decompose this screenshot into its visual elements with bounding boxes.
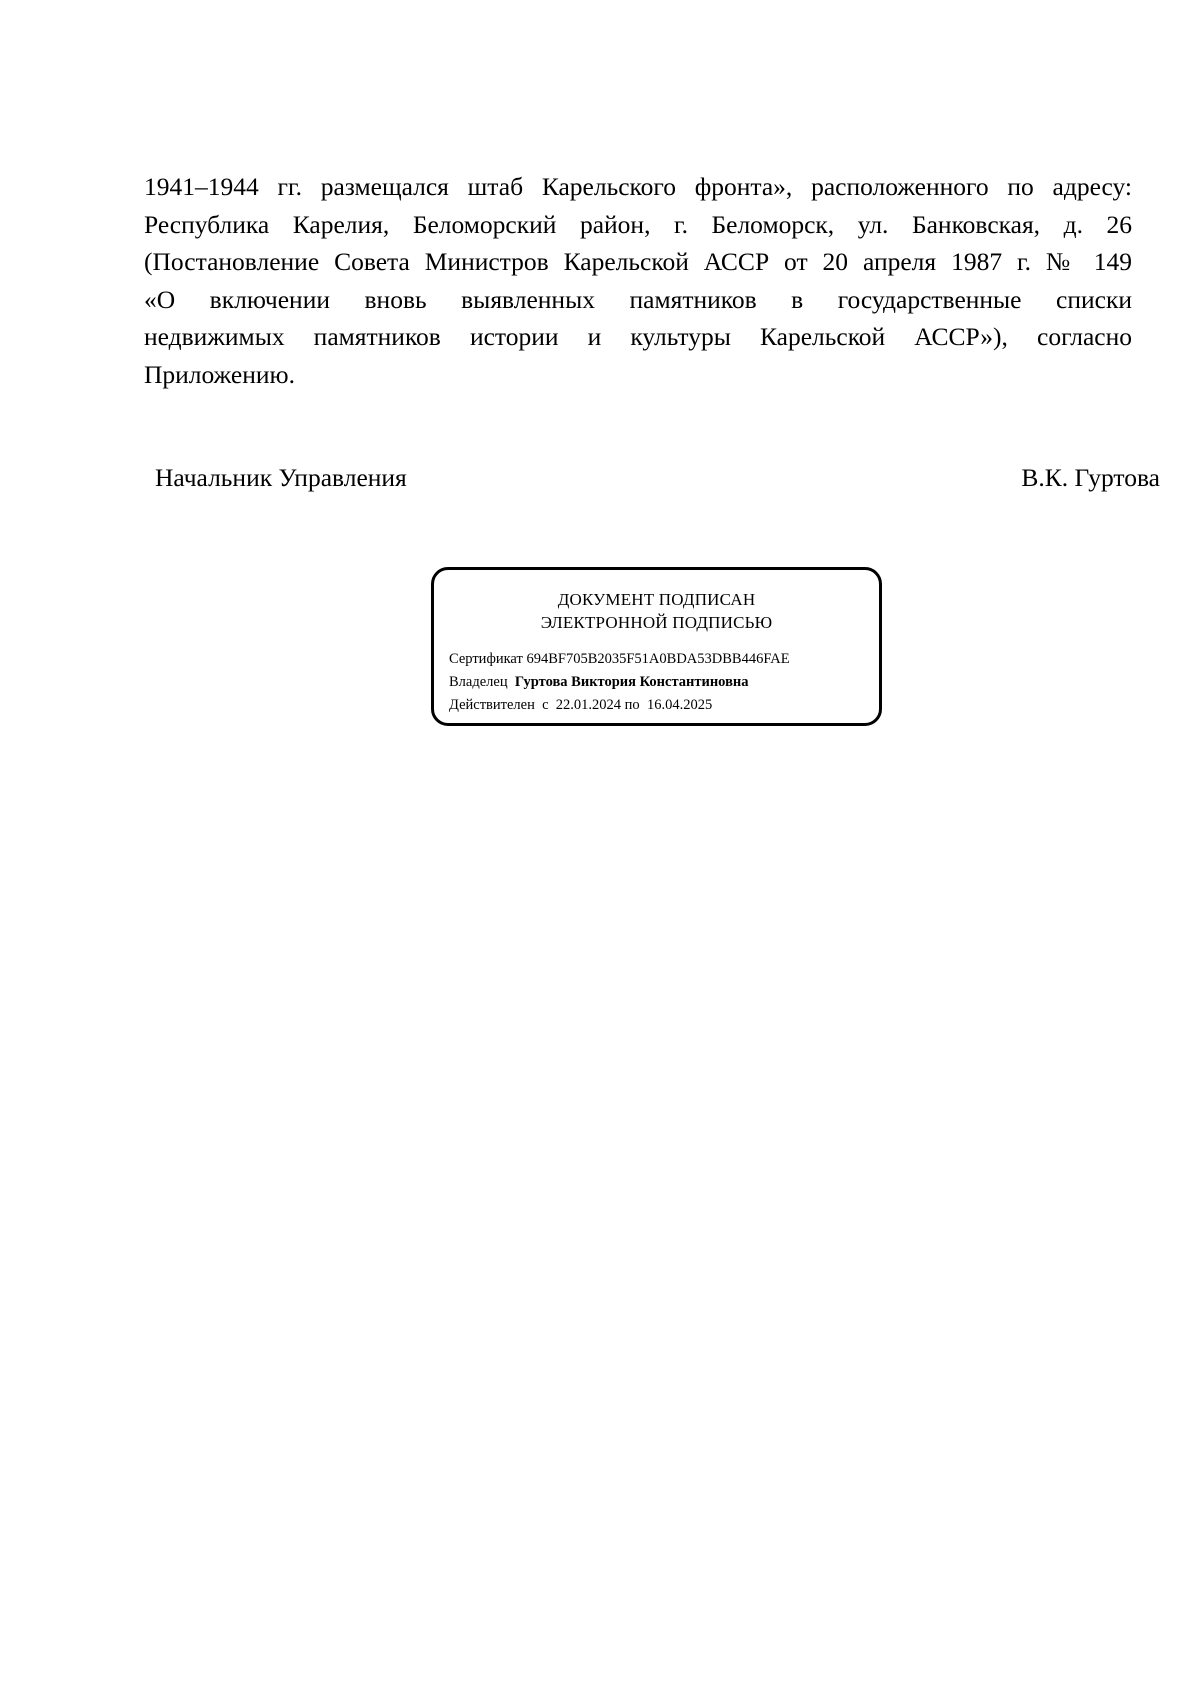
- valid-to-prefix: по: [624, 697, 640, 713]
- signatory-position: Начальник Управления: [155, 463, 407, 492]
- certificate-label: Сертификат: [449, 651, 523, 667]
- stamp-details: [449, 648, 871, 717]
- stamp-certificate-row: [449, 648, 871, 671]
- stamp-owner-row: [449, 671, 871, 694]
- owner-value: Гуртова Виктория Константиновна: [514, 674, 749, 690]
- owner-label: Владелец: [449, 674, 508, 690]
- electronic-signature-stamp: [431, 567, 882, 726]
- body-line: недвижимых памятников истории и культуры Карельской АССР»), согласно: [144, 322, 1132, 351]
- signatory-name: В.К. Гуртова: [1021, 463, 1160, 492]
- stamp-title: [434, 588, 879, 634]
- body-line: Приложению.: [144, 359, 295, 389]
- stamp-validity-row: [449, 694, 871, 717]
- body-line: «О включении вновь выявленных памятников в государственные списки: [144, 284, 1132, 314]
- body-line: 1941–1944 гг. размещался штаб Карельского фронта», расположенного по адресу:: [144, 172, 1132, 201]
- valid-label: Действителен: [449, 697, 535, 713]
- valid-from-date: 22.01.2024: [555, 697, 622, 713]
- body-line: (Постановление Совета Министров Карельской АССР от 20 апреля 1987 г. № 149: [144, 247, 1132, 276]
- body-paragraph: [144, 168, 1132, 393]
- body-line: Республика Карелия, Беломорский район, г. Беломорск, ул. Банковская, д. 26: [144, 209, 1132, 239]
- stamp-title-line: ДОКУМЕНТ ПОДПИСАН: [557, 590, 756, 609]
- certificate-value: 694BF705B2035F51A0BDA53DBB446FAE: [526, 651, 790, 667]
- stamp-title-line: ЭЛЕКТРОННОЙ ПОДПИСЬЮ: [540, 613, 773, 632]
- signature-block: [155, 458, 1160, 498]
- valid-from-prefix: с: [542, 697, 549, 713]
- valid-to-date: 16.04.2025: [646, 697, 713, 713]
